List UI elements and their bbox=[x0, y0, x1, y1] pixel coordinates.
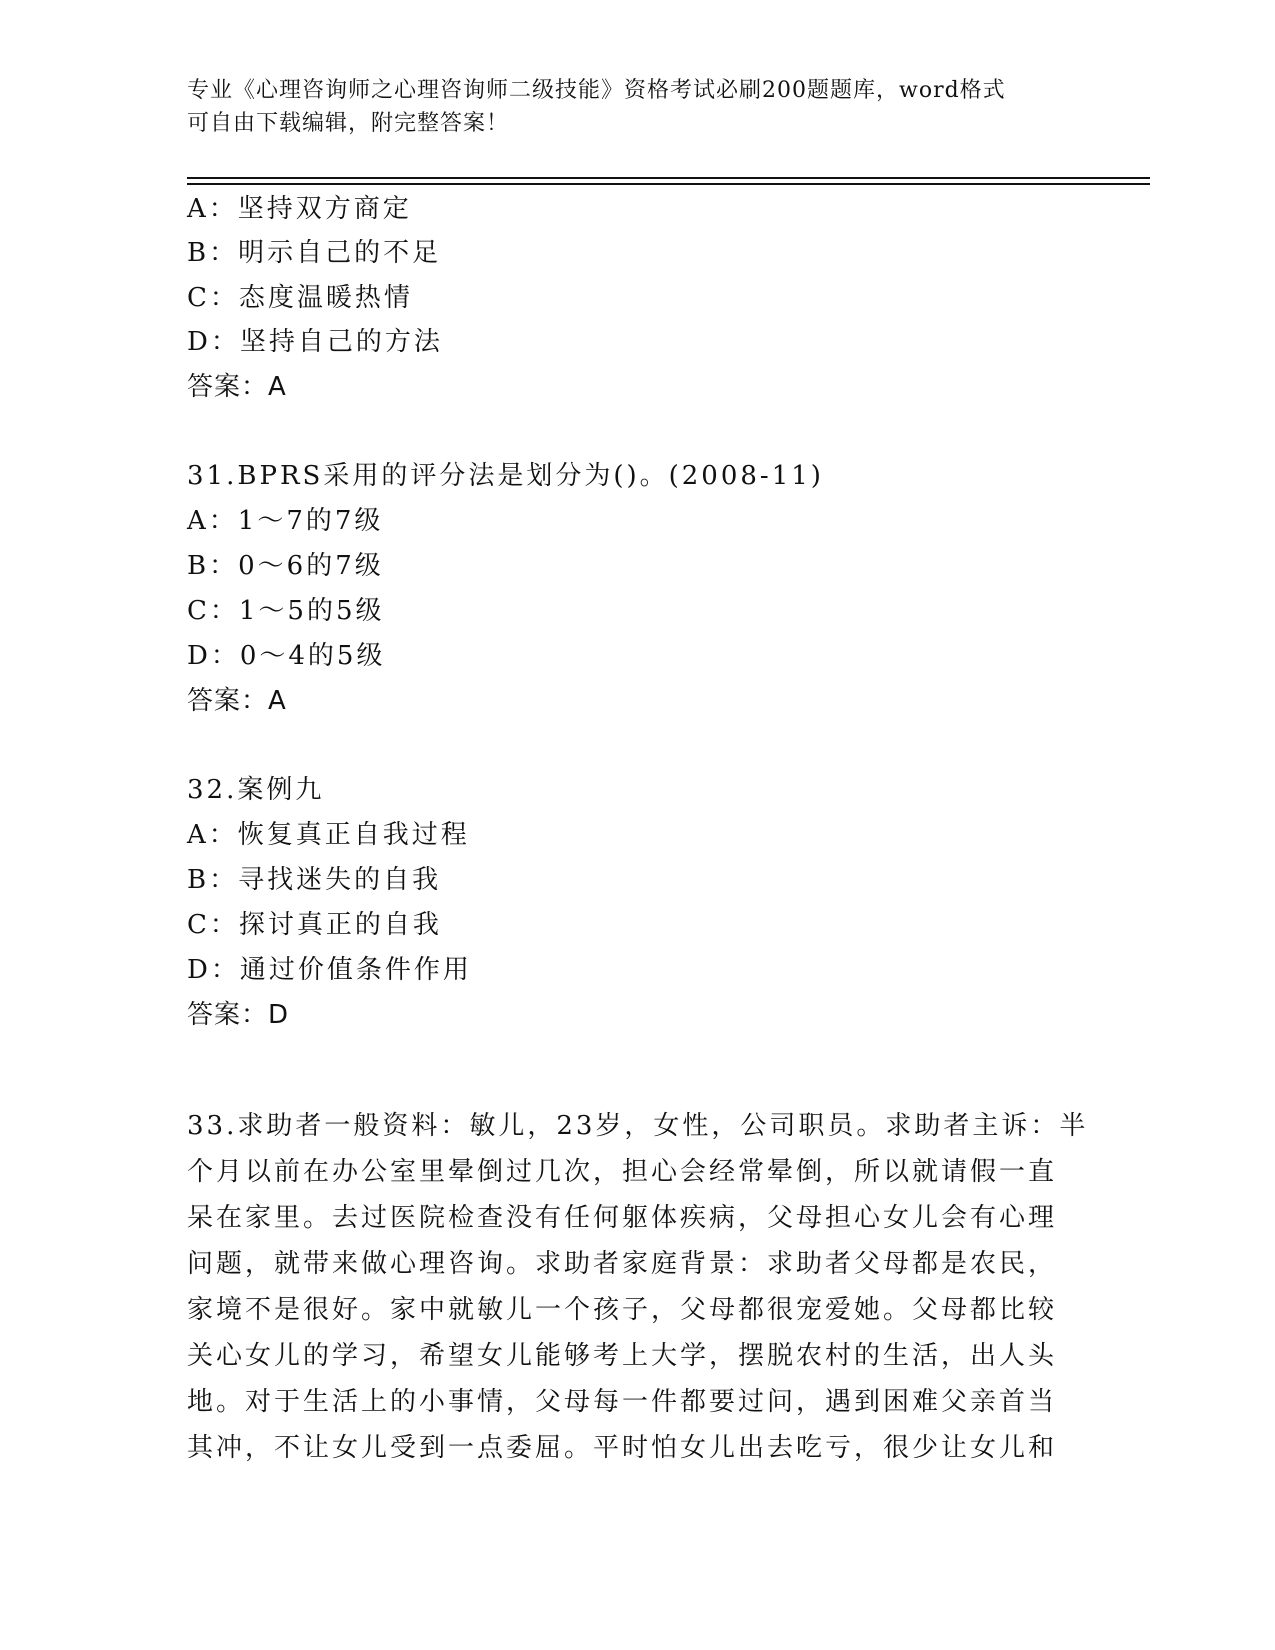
q31-option-a: A：1～7的7级 bbox=[187, 506, 384, 536]
q30-option-d: D：坚持自己的方法 bbox=[187, 327, 443, 357]
q33-line: 其冲，不让女儿受到一点委屈。平时怕女儿出去吃亏，很少让女儿和 bbox=[187, 1433, 1058, 1463]
q32-stem: 32.案例九 bbox=[187, 775, 325, 805]
q32-option-b: B：寻找迷失的自我 bbox=[187, 865, 442, 895]
q33-line: 家境不是很好。家中就敏儿一个孩子，父母都很宠爱她。父母都比较 bbox=[187, 1295, 1058, 1325]
q30-answer: 答案：A bbox=[187, 372, 287, 402]
header-rule-top bbox=[187, 177, 1150, 179]
q33-line: 呆在家里。去过医院检查没有任何躯体疾病，父母担心女儿会有心理 bbox=[187, 1203, 1058, 1233]
q30-option-a: A：坚持双方商定 bbox=[187, 194, 412, 224]
document-header bbox=[187, 74, 1087, 140]
q31-answer: 答案：A bbox=[187, 686, 287, 716]
q33-line: 33.求助者一般资料：敏儿，23岁，女性，公司职员。求助者主诉：半 bbox=[187, 1111, 1089, 1141]
q33-line: 关心女儿的学习，希望女儿能够考上大学，摆脱农村的生活，出人头 bbox=[187, 1341, 1058, 1371]
q32-answer: 答案：D bbox=[187, 1000, 290, 1030]
q33-line: 个月以前在办公室里晕倒过几次，担心会经常晕倒，所以就请假一直 bbox=[187, 1157, 1058, 1187]
header-line-2: 可自由下载编辑，附完整答案！ bbox=[187, 111, 510, 136]
q31-option-d: D：0～4的5级 bbox=[187, 641, 386, 671]
header-rule-bottom bbox=[187, 183, 1150, 185]
q30-option-b: B：明示自己的不足 bbox=[187, 238, 442, 268]
q32-option-a: A：恢复真正自我过程 bbox=[187, 820, 470, 850]
q31-stem: 31.BPRS采用的评分法是划分为()。(2008-11) bbox=[187, 461, 824, 491]
q33-line: 问题，就带来做心理咨询。求助者家庭背景：求助者父母都是农民， bbox=[187, 1249, 1058, 1279]
q32-option-c: C：探讨真正的自我 bbox=[187, 910, 442, 940]
q31-option-b: B：0～6的7级 bbox=[187, 551, 384, 581]
header-line-1: 专业《心理咨询师之心理咨询师二级技能》资格考试必刷200题题库，word格式 bbox=[187, 78, 1006, 103]
q32-option-d: D：通过价值条件作用 bbox=[187, 955, 472, 985]
q31-option-c: C：1～5的5级 bbox=[187, 596, 385, 626]
q30-option-c: C：态度温暖热情 bbox=[187, 283, 413, 313]
q33-paragraph bbox=[187, 1103, 1087, 1471]
q33-line: 地。对于生活上的小事情，父母每一件都要过问，遇到困难父亲首当 bbox=[187, 1387, 1058, 1417]
